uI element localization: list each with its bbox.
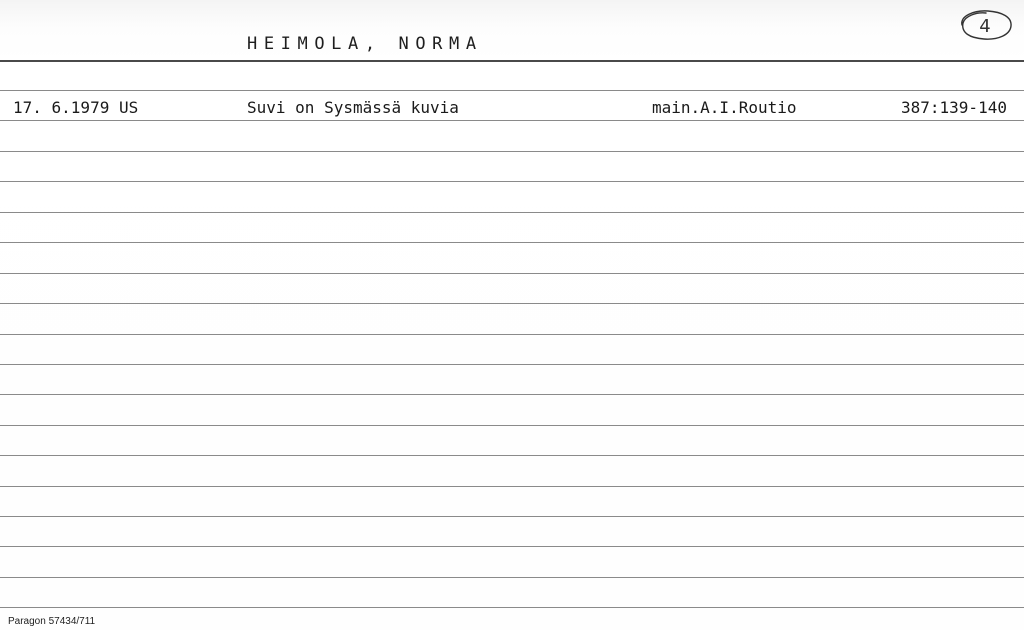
ruled-line (0, 303, 1024, 304)
ruled-line (0, 607, 1024, 608)
ruled-line (0, 364, 1024, 365)
header-rule (0, 60, 1024, 62)
ruled-line (0, 242, 1024, 243)
ruled-line (0, 212, 1024, 213)
printer-mark: Paragon 57434/711 (8, 616, 96, 627)
ruled-line (0, 90, 1024, 91)
ruled-line (0, 455, 1024, 456)
handwritten-card-number (956, 8, 1016, 42)
entry-date: 17. 6.1979 US (13, 98, 139, 117)
ruled-line (0, 181, 1024, 182)
ruled-line (0, 516, 1024, 517)
ruled-line (0, 425, 1024, 426)
ruled-line (0, 273, 1024, 274)
entry-title: Suvi on Sysmässä kuvia (247, 98, 459, 117)
entry-reference: 387:139-140 (901, 98, 1007, 117)
entry-author: main.A.I.Routio (652, 98, 797, 117)
card-number-text: 4 (979, 16, 991, 37)
ruled-line (0, 120, 1024, 121)
ruled-line (0, 546, 1024, 547)
ruled-line (0, 486, 1024, 487)
ruled-line (0, 334, 1024, 335)
ruled-line (0, 394, 1024, 395)
ruled-line (0, 151, 1024, 152)
ruled-line (0, 577, 1024, 578)
card-heading-name: HEIMOLA, NORMA (247, 34, 483, 54)
